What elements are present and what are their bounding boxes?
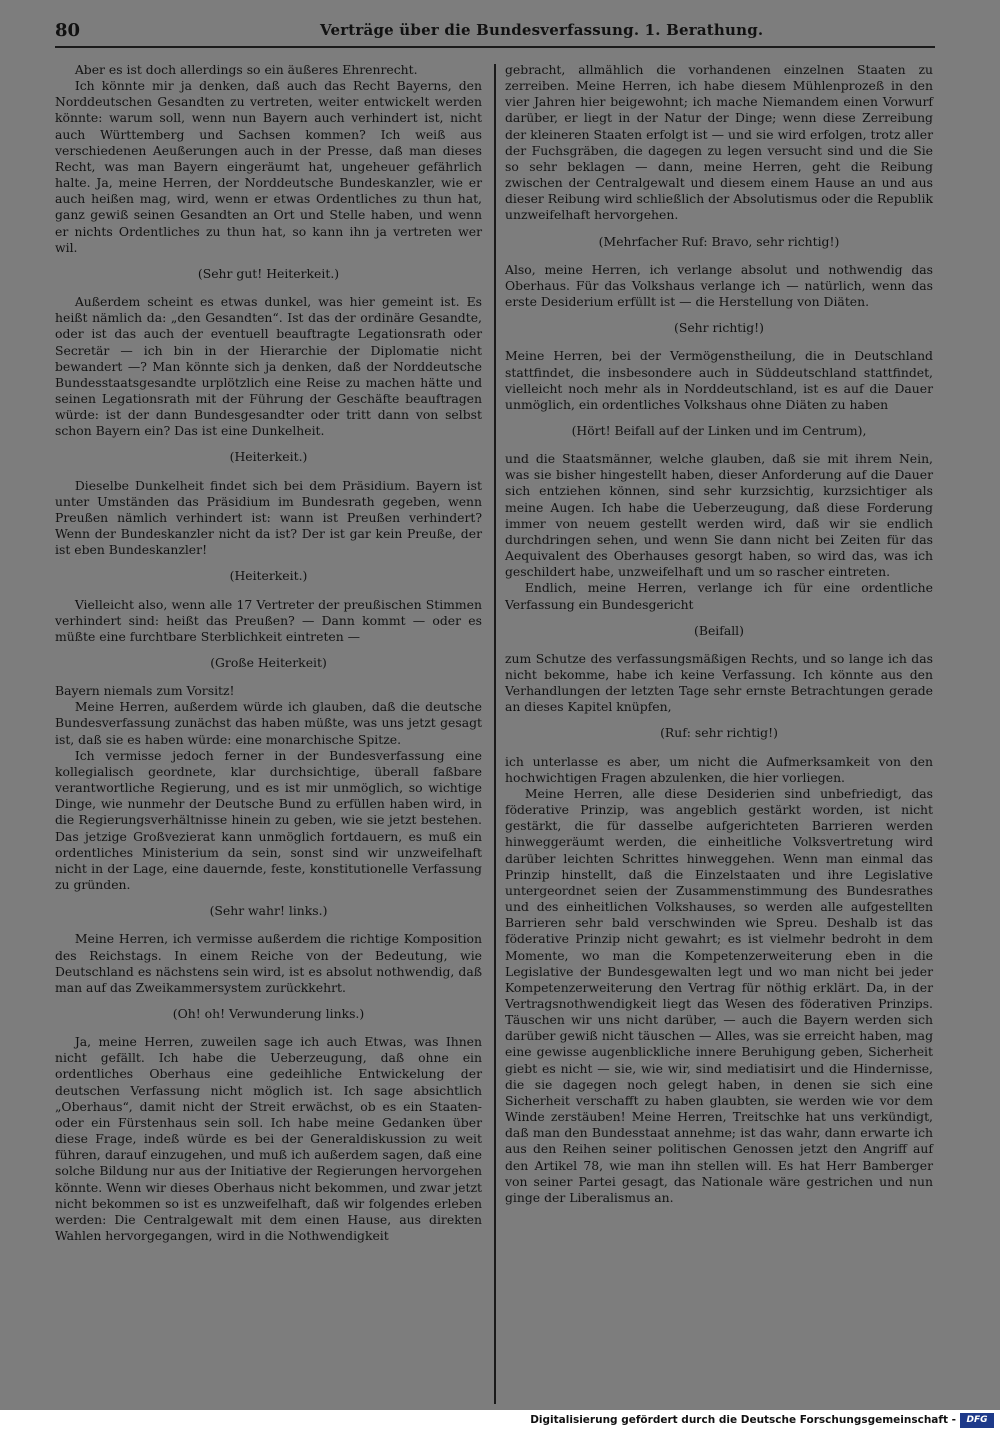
left-column-paragraph: Bayern niemals zum Vorsitz!: [55, 683, 235, 699]
right-column-paragraph: Meine Herren, alle diese Desiderien sind unbefriedigt, das föderative Prinzip, was angeblich gestärkt worden, ist nicht gestärkt, die für dasselbe aufgerichteten Barrieren werden hinweggeräumt werden, die einheitliche Volksvertretung wird darüber leichten Schrittes hinweggehen. Wenn man einmal das Prinzip hinstellt, daß die Einzelstaaten und ihre Legislative untergeordnet seien der Zusammenstimmung des Bundesrathes und des einheitlichen Volkshauses, so werden alle aufgestellten Barrieren sehr bald verschwinden wie Spreu. Deshalb ist das föderative Prinzip nicht gewahrt; es ist vielmehr bedroht in dem Momente, wo man die Kompetenzerweiterung eben in die Legislative der Bundesgewalten legt und wo man nicht bei jeder Kompetenzerweiterung den Vertrag für nöthig erklärt. Da, in der Vertragsnothwendigkeit liegt das Wesen des föderativen Prinzips. Täuschen wir uns nicht darüber, — auch die Bayern werden sich darüber gewiß nicht täuschen — Alles, was sie erreicht haben, mag eine gewisse augenblickliche innere Beruhigung geben, Sicherheit giebt es nicht — sie, wie wir, sind mediatisirt und die Hindernisse, die sie dagegen noch gelegt haben, in denen sie sich eine Sicherheit verschafft zu haben glaubten, sie werden wie vor dem Winde zerstäuben! Meine Herren, Treitschke hat uns verkündigt, daß man den Bundesstaat annehme; ist das wahr, dann erwarte ich aus den Reihen seiner politischen Genossen jetzt den Angriff auf den Artikel 78, wie man ihn stellen will. Es hat Herr Bamberger von seiner Partei gesagt, das Nationale wäre gestrichen und nun ginge der Liberalismus an.: [505, 785, 933, 1205]
right-column-interjection: (Sehr richtig!): [674, 320, 764, 336]
left-column-paragraph: Meine Herren, ich vermisse außerdem die richtige Komposition des Reichstags. In einem Reiche von der Bedeutung, wie Deutschland es nächstens sein wird, ist es absolut nothwendig, daß man auf das Zweikammersystem zurückkehrt.: [55, 931, 482, 995]
left-column-paragraph: Ich könnte mir ja denken, daß auch das Recht Bayerns, den Norddeutschen Gesandten zu vertreten, weiter entwickelt werden könnte: warum soll, wenn nun Bayern auch verhindert ist, nicht auch Württemberg und Sachsen kommen? Ich weiß aus verschiedenen Aeußerungen auch in der Presse, daß man dieses Recht, was man Bayern eingeräumt hat, ungeheuer gefährlich halte. Ja, meine Herren, der Norddeutsche Bundeskanzler, wie er auch heißen mag, wird, wenn er etwas Ordentliches zu thun hat, ganz gewiß seinen Gesandten an Ort und Stelle haben, und wenn er nichts Ordentliches zu thun hat, so kann ihn ja vertreten wer wil.: [55, 78, 482, 255]
right-column-paragraph: gebracht, allmählich die vorhandenen einzelnen Staaten zu zerreiben. Meine Herren, ich habe diesem Mühlenprozeß in den vier Jahren hier beigewohnt; ich mache Niemandem einen Vorwurf darüber, er liegt in der Natur der Dinge; wenn diese Zerreibung der kleineren Staaten erfolgt ist — und sie wird erfolgen, trotz aller der Fuchsgräben, die dagegen zu legen versucht sind und die Sie so sehr beklagen — dann, meine Herren, geht die Reibung zwischen der Centralgewalt und diesem einem Hause an und aus dieser Reibung wird schließlich der Absolutismus oder die Republik unzweifelhaft hervorgehen.: [505, 62, 933, 223]
left-column-paragraph: Meine Herren, außerdem würde ich glauben, daß die deutsche Bundesverfassung zunächst das haben müßte, was uns jetzt gesagt ist, daß sie es haben würde: eine monarchische Spitze.: [55, 699, 482, 747]
left-column-interjection: (Oh! oh! Verwunderung links.): [172, 1005, 365, 1021]
left-column-interjection: (Heiterkeit.): [229, 449, 308, 465]
left-column-paragraph: Außerdem scheint es etwas dunkel, was hier gemeint ist. Es heißt nämlich da: „den Gesandten“. Ist das der ordinäre Gesandte, oder ist das auch der eventuell beauftragte Legationsrath oder Secretär — ich bin in der Hierarchie der Diplomatie nicht bewandert —? Man könnte sich ja denken, daß der Norddeutsche Bundesstaatsgesandte urplötzlich eine Reise zu machen hätte und seinen Legationsrath mit der Führung der Geschäfte beauftragen würde: ist der dann Bundesgesandter oder tritt dann von selbst schon Bayern ein? Das ist eine Dunkelheit.: [55, 294, 482, 439]
left-column-paragraph: Ich vermisse jedoch ferner in der Bundesverfassung eine kollegialisch geordnete, klar durchsichtige, überall faßbare verantwortliche Regierung, und es ist mir unmöglich, so wichtige Dinge, wie nunmehr der Deutsche Bund zu erfüllen haben wird, in die Regierungsverhältnisse hinein zu geben, wie sie jetzt bestehen. Das jetzige Großvezierat kann unmöglich fortdauern, es muß ein ordentliches Ministerium da sein, sonst sind wir unzweifelhaft nicht in der Lage, eine dauernde, feste, konstitutionelle Verfassung zu gründen.: [55, 747, 482, 893]
left-column-paragraph: Dieselbe Dunkelheit findet sich bei dem Präsidium. Bayern ist unter Umständen das Präsidium im Bundesrath gegeben, wenn Preußen nämlich verhindert ist: wann ist Preußen verhindert? Wenn der Bundeskanzler nicht da ist? Der ist gar kein Preuße, der ist eben Bundeskanzler!: [55, 477, 482, 558]
dfg-logo-icon: DFG: [960, 1413, 994, 1428]
left-column-interjection: (Sehr gut! Heiterkeit.): [197, 265, 340, 281]
left-column-paragraph: Ja, meine Herren, zuweilen sage ich auch Etwas, was Ihnen nicht gefällt. Ich habe die Ueberzeugung, daß ohne ein ordentliches Oberhaus eine gedeihliche Entwickelung der deutschen Verfassung nicht möglich ist. Ich sage absichtlich „Oberhaus“, damit nicht der Streit erwächst, ob es ein Staaten- oder ein Fürstenhaus sein soll. Ich habe meine Gedanken über diese Frage, indeß würde es bei der Generaldiskussion zu weit führen, darauf einzugehen, und muß ich außerdem sagen, daß eine solche Bildung nur aus der Initiative der Regierungen hervorgehen könnte. Wenn wir dieses Oberhaus nicht bekommen, und zwar jetzt nicht bekommen so ist es unzweifelhaft, daß wir folgendes erleben werden: Die Centralgewalt mit dem einen Hause, aus direkten Wahlen hervorgegangen, wird in die Nothwendigkeit: [55, 1034, 482, 1243]
column-divider: [494, 64, 496, 1404]
right-column-interjection: (Hört! Beifall auf der Linken und im Centrum),: [571, 422, 867, 438]
right-column-interjection: (Mehrfacher Ruf: Bravo, sehr richtig!): [598, 233, 840, 249]
footer-credit: Digitalisierung gefördert durch die Deutsche Forschungsgemeinschaft -: [530, 1414, 956, 1426]
right-column: [505, 62, 933, 1206]
left-column-interjection: (Große Heiterkeit): [210, 655, 327, 670]
right-column-paragraph: Meine Herren, bei der Vermögenstheilung, die in Deutschland stattfindet, die insbesondere auch in Süddeutschland stattfindet, vielleicht noch mehr als in Norddeutschland, ist es auf die Dauer unmöglich, ein ordentliches Volkshaus ohne Diäten zu haben: [505, 348, 933, 412]
right-column-interjection: (Ruf: sehr richtig!): [660, 725, 778, 741]
footer-bar: [0, 1410, 1000, 1432]
left-column: [55, 62, 482, 1244]
page-number: 80: [55, 20, 81, 41]
right-column-interjection: (Beifall): [694, 622, 744, 638]
left-column-interjection: (Heiterkeit.): [229, 568, 308, 584]
right-column-paragraph: Endlich, meine Herren, verlange ich für eine ordentliche Verfassung ein Bundesgericht: [505, 580, 933, 612]
header-rule: [55, 46, 935, 48]
right-column-paragraph: und die Staatsmänner, welche glauben, daß sie mit ihrem Nein, was sie bisher hingestellt haben, dieser Anforderung auf die Dauer sich entziehen können, sind sehr kurzsichtig, kurzsichtiger als meine Augen. Ich habe die Ueberzeugung, daß diese Forderung immer von neuem gestellt werden wird, daß wir sie endlich durchdringen sehen, und wenn Sie dann nicht bei Zeiten für das Aequivalent des Oberhauses gesorgt haben, so wird das, was ich geschildert habe, unzweifelhaft und um so rascher eintreten.: [505, 451, 933, 580]
left-column-paragraph: Aber es ist doch allerdings so ein äußeres Ehrenrecht.: [74, 62, 418, 77]
left-column-interjection: (Sehr wahr! links.): [209, 903, 328, 919]
right-column-paragraph: zum Schutze des verfassungsmäßigen Rechts, und so lange ich das nicht bekomme, habe ich keine Verfassung. Ich könnte aus den Verhandlungen der letzten Tage sehr ernste Betrachtungen gerade an dieses Kapitel knüpfen,: [505, 650, 933, 715]
left-column-paragraph: Vielleicht also, wenn alle 17 Vertreter der preußischen Stimmen verhindert sind: heißt das Preußen? — Dann kommt — oder es müßte eine furchtbare Sterblichkeit eintreten —: [55, 596, 482, 644]
right-column-paragraph: ich unterlasse es aber, um nicht die Aufmerksamkeit von den hochwichtigen Fragen abzulenken, die hier vorliegen.: [505, 753, 933, 785]
running-title: Verträge über die Bundesverfassung. 1. Berathung.: [320, 21, 764, 39]
right-column-paragraph: Also, meine Herren, ich verlange absolut und nothwendig das Oberhaus. Für das Volkshaus verlange ich — natürlich, wenn das erste Desiderium erfüllt ist — die Herstellung von Diäten.: [505, 261, 933, 310]
